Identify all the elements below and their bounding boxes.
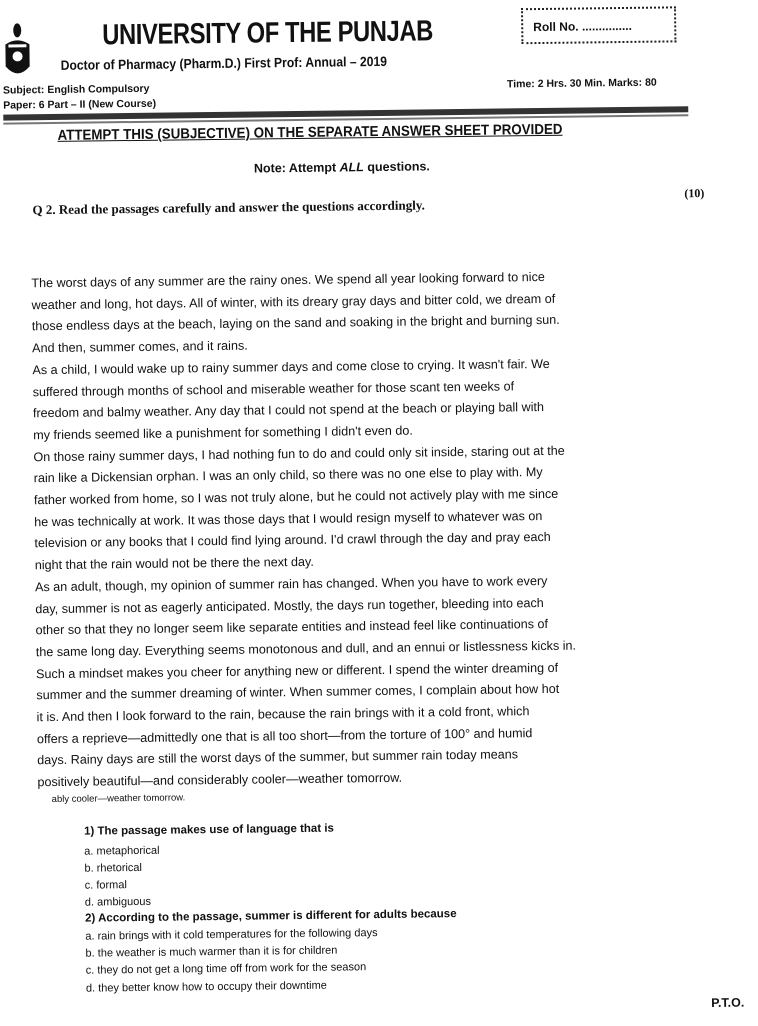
passage-line: The worst days of any summer are the rainy ones. We spend all year looking forward to nice <box>31 269 545 291</box>
roll-number-label: Roll No. ............... <box>533 18 632 35</box>
time-marks-label: Time: 2 Hrs. 30 Min. Marks: 80 <box>506 76 657 91</box>
passage-line: he was technically at work. It was those days that I would resign myself to whatever was on <box>34 508 543 529</box>
passage-line: suffered through months of school and miserable weather for those scant ten weeks of <box>32 378 515 399</box>
passage-line: those endless days at the beach, laying on the sand and soaking in the bright and burning sun. <box>31 313 560 334</box>
note-text <box>254 159 430 175</box>
university-crest-icon <box>2 22 33 82</box>
passage-line: television or any books that I could find lying around. I'd crawl through the day and pray each <box>34 530 551 551</box>
mcq-option: c. they do not get a long time off from work for the season <box>85 961 367 977</box>
passage-line: night that the rain would not be there the next day. <box>34 554 314 573</box>
passage-line: days. Rainy days are still the worst days of the summer, but summer rain today means <box>37 747 519 768</box>
mcq-option: d. they better know how to occupy their downtime <box>85 979 327 995</box>
roll-number-box <box>521 6 676 44</box>
passage-line: As a child, I would wake up to rainy summer days and come close to crying. It wasn't fair. We <box>32 356 550 378</box>
passage-line: positively beautiful—and considerably cooler—weather tomorrow. <box>37 770 403 790</box>
program-title: Doctor of Pharmacy (Pharm.D.) First Prof: Annual – 2019 <box>60 53 388 73</box>
note-prefix: Note: Attempt <box>253 160 340 176</box>
passage-line: summer and the summer dreaming of winter. When summer comes, I complain about how hot <box>36 682 560 703</box>
passage-fragment: ably cooler—weather tomorrow. <box>51 792 186 806</box>
mcq-stem: 1) The passage makes use of language that is <box>83 822 334 838</box>
note-suffix: questions. <box>363 159 430 175</box>
question-title: Q 2. Read the passages carefully and answer the questions accordingly. <box>32 197 425 218</box>
subject-label: Subject: English Compulsory <box>2 82 150 97</box>
mcq-option: c. formal <box>84 879 127 892</box>
passage-line: offers a reprieve—admittedly one that is all too short—from the torture of 100° and humid <box>36 725 533 746</box>
paper-label: Paper: 6 Part – II (New Course) <box>3 97 157 112</box>
note-emphasis: ALL <box>339 160 364 175</box>
pto-label: P.T.O. <box>711 995 745 1010</box>
mcq-option: a. rain brings with it cold temperatures for the following days <box>85 927 378 943</box>
question-marks: (10) <box>684 186 705 201</box>
passage-line: And then, summer comes, and it rains. <box>32 338 248 356</box>
university-name: UNIVERSITY OF THE PUNJAB <box>102 15 434 52</box>
passage-line: As an adult, though, my opinion of summer rain has changed. When you have to work every <box>34 573 548 595</box>
mcq-option: b. the weather is much warmer than it is for children <box>85 944 338 960</box>
mcq-option: d. ambiguous <box>84 895 152 909</box>
passage-line: other so that they no longer seem like separate entities and instead feel like continuations of <box>35 617 549 638</box>
mcq-option: b. rhetorical <box>84 861 143 875</box>
passage-line: rain like a Dickensian orphan. I was an only child, so there was no one else to play with. My <box>33 465 543 486</box>
passage-line: father worked from home, so I was not truly alone, but he could not actively play with me since <box>33 486 559 508</box>
passage-line: weather and long, hot days. All of winter, with its dreary gray days and bitter cold, we dream of <box>31 291 556 312</box>
passage-line: day, summer is not as eagerly anticipated. Mostly, the days run together, bleeding into each <box>35 595 544 616</box>
passage-line: On those rainy summer days, I had nothing fun to do and could only sit inside, staring out at the <box>33 443 565 464</box>
passage-line: Such a mindset makes you cheer for anything new or different. I spend the winter dreaming of <box>36 660 559 681</box>
passage-line: freedom and balmy weather. Any day that I could not spend at the beach or playing ball with <box>32 400 545 421</box>
passage-line: the same long day. Everything seems monotonous and dull, and an ennui or listlessness kicks in. <box>35 638 577 660</box>
instruction-heading: ATTEMPT THIS (SUBJECTIVE) ON THE SEPARATE ANSWER SHEET PROVIDED <box>57 121 563 144</box>
passage-line: my friends seemed like a punishment for something I didn't even do. <box>33 423 413 443</box>
mcq-option: a. metaphorical <box>84 844 160 858</box>
passage-line: it is. And then I look forward to the rain, because the rain brings with it a cold front, which <box>36 704 530 725</box>
mcq-stem: 2) According to the passage, summer is different for adults because <box>85 908 457 925</box>
